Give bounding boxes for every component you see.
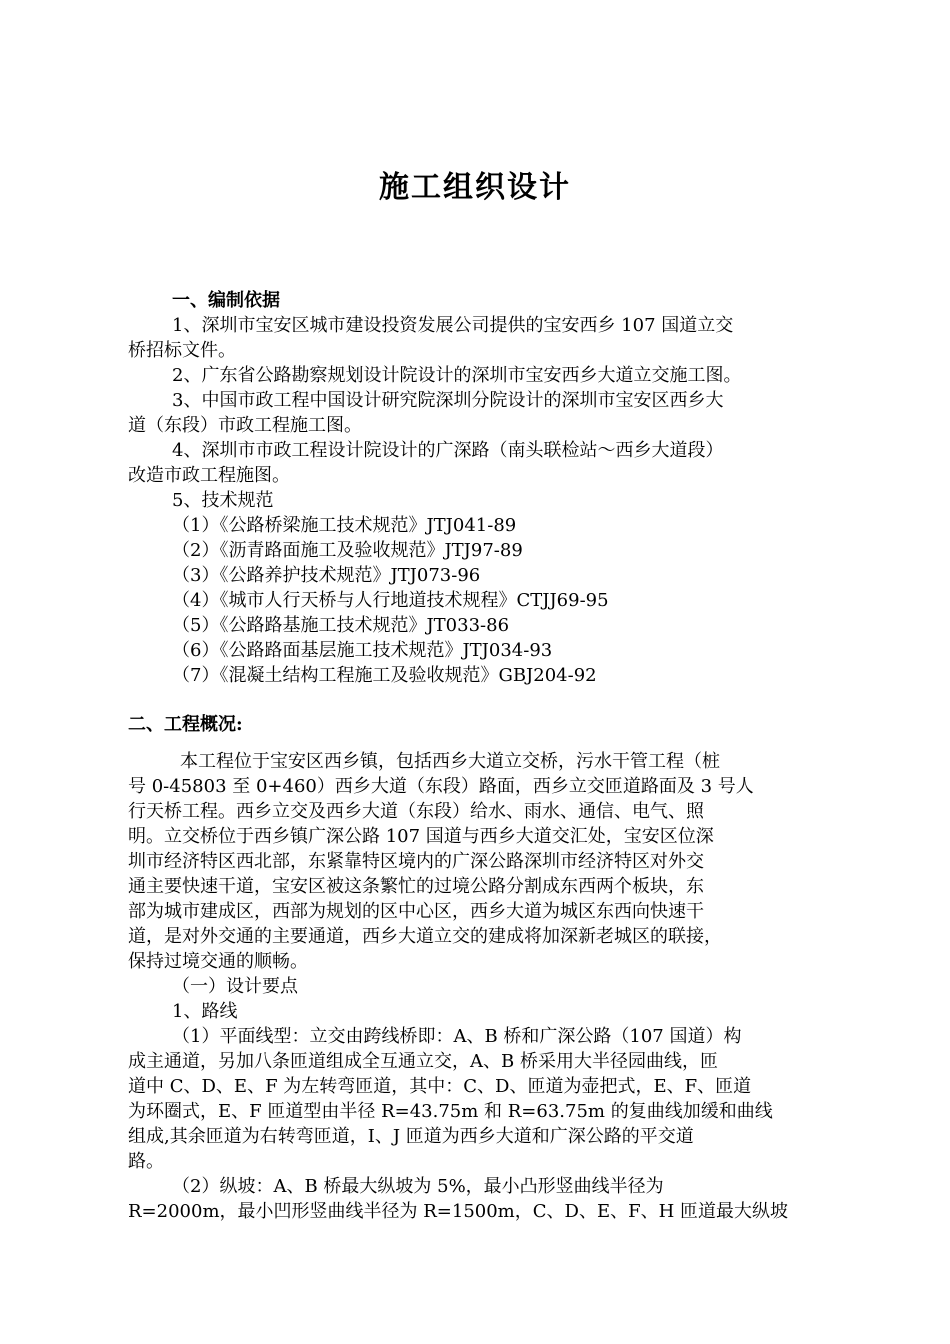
basis-item-3-line-2: 道（东段）市政工程施工图。 — [128, 415, 362, 436]
basis-item-1-line-1: 1、深圳市宝安区城市建设投资发展公司提供的宝安西乡 107 国道立交 — [172, 315, 734, 336]
spec-item: （6）《公路路面基层施工技术规范》JTJ034-93 — [172, 640, 553, 661]
overview-line: 明。立交桥位于西乡镇广深公路 107 国道与西乡大道交汇处，宝安区位深 — [128, 826, 714, 847]
basis-item-2-line-1: 2、广东省公路勘察规划设计院设计的深圳市宝安西乡大道立交施工图。 — [172, 365, 742, 386]
spec-item: （4）《城市人行天桥与人行地道技术规程》CTJJ69-95 — [172, 590, 609, 611]
slope-line: R=2000m，最小凹形竖曲线半径为 R=1500m，C、D、E、F、H 匝道最大纵坡 — [128, 1201, 788, 1222]
sub-item: 1、路线 — [172, 1001, 238, 1022]
section-project-overview — [128, 712, 864, 1224]
plan-line: （1）平面线型：立交由跨线桥即：A、B 桥和广深公路（107 国道）构 — [172, 1026, 742, 1047]
plan-line: 道中 C、D、E、F 为左转弯匝道，其中：C、D、匝道为壶把式，E、F、匝道 — [128, 1076, 752, 1097]
overview-line: 道，是对外交通的主要通道，西乡大道立交的建成将加深新老城区的联接， — [128, 926, 722, 947]
plan-line: 组成,其余匝道为右转弯匝道，I、J 匝道为西乡大道和广深公路的平交道 — [128, 1126, 694, 1147]
basis-item-1-line-2: 桥招标文件。 — [128, 340, 236, 361]
sub-heading: （一）设计要点 — [172, 976, 298, 997]
section-heading: 二、工程概况: — [128, 714, 243, 735]
overview-line: 部为城市建成区，西部为规划的区中心区，西乡大道为城区东西向快速干 — [128, 901, 704, 922]
plan-line: 为环圈式，E、F 匝道型由半径 R=43.75m 和 R=63.75m 的复曲线加缓和曲线 — [128, 1101, 773, 1122]
section-heading: 一、编制依据 — [172, 290, 280, 311]
basis-item-4-line-1: 4、深圳市市政工程设计院设计的广深路（南头联检站～西乡大道段） — [172, 440, 724, 461]
basis-item-5-line-1: 5、技术规范 — [172, 490, 274, 511]
section-compilation-basis — [128, 288, 864, 688]
spec-item: （7）《混凝土结构工程施工及验收规范》GBJ204-92 — [172, 665, 597, 686]
spec-item: （5）《公路路基施工技术规范》JT033-86 — [172, 615, 510, 636]
overview-line: 保持过境交通的顺畅。 — [128, 951, 308, 972]
basis-item-4-line-2: 改造市政工程施图。 — [128, 465, 290, 486]
overview-line: 通主要快速干道，宝安区被这条繁忙的过境公路分割成东西两个板块，东 — [128, 876, 704, 897]
overview-line: 号 0-45803 至 0+460）西乡大道（东段）路面，西乡立交匝道路面及 3 号人 — [128, 776, 754, 797]
spec-item: （3）《公路养护技术规范》JTJ073-96 — [172, 565, 481, 586]
slope-line: （2）纵坡：A、B 桥最大纵坡为 5%，最小凸形竖曲线半径为 — [172, 1176, 664, 1197]
plan-line: 成主通道，另加八条匝道组成全互通立交，A、B 桥采用大半径园曲线，匝 — [128, 1051, 718, 1072]
spec-item: （1）《公路桥梁施工技术规范》JTJ041-89 — [172, 515, 517, 536]
overview-line: 本工程位于宝安区西乡镇，包括西乡大道立交桥，污水干管工程（桩 — [180, 751, 720, 772]
spec-item: （2）《沥青路面施工及验收规范》JTJ97-89 — [172, 540, 523, 561]
overview-line: 行天桥工程。西乡立交及西乡大道（东段）给水、雨水、通信、电气、照 — [128, 801, 704, 822]
plan-line: 路。 — [128, 1151, 164, 1172]
basis-item-3-line-1: 3、中国市政工程中国设计研究院深圳分院设计的深圳市宝安区西乡大 — [172, 390, 724, 411]
overview-line: 圳市经济特区西北部，东紧靠特区境内的广深公路深圳市经济特区对外交 — [128, 851, 704, 872]
document-title: 施工组织设计 — [379, 170, 571, 205]
